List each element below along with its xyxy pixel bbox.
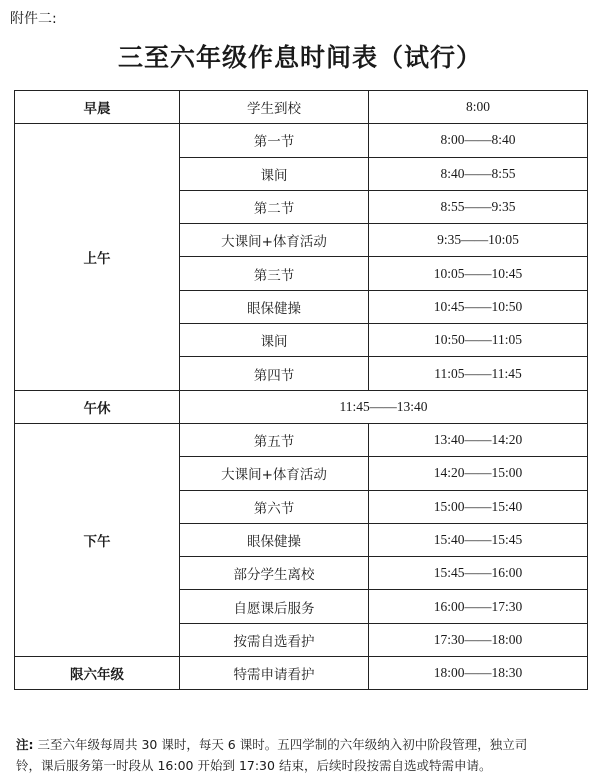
time-cell: 10:50——11:05	[369, 324, 588, 357]
time-cell: 8:00	[369, 91, 588, 124]
activity-cell: 按需自选看护	[180, 623, 369, 656]
activity-cell: 课间	[180, 324, 369, 357]
period-cell: 限六年级	[15, 657, 180, 690]
activity-cell: 第四节	[180, 357, 369, 390]
schedule-table	[14, 90, 588, 690]
time-cell: 11:05——11:45	[369, 357, 588, 390]
activity-cell: 第三节	[180, 257, 369, 290]
page-title: 三至六年级作息时间表（试行）	[117, 43, 482, 72]
time-cell: 8:00——8:40	[369, 124, 588, 157]
period-cell: 早晨	[15, 91, 180, 124]
time-cell: 14:20——15:00	[369, 457, 588, 490]
activity-cell: 第六节	[180, 490, 369, 523]
activity-cell: 第一节	[180, 124, 369, 157]
activity-cell: 特需申请看护	[180, 657, 369, 690]
period-cell: 上午	[15, 124, 180, 390]
time-cell: 10:05——10:45	[369, 257, 588, 290]
attachment-label: 附件二:	[10, 11, 57, 27]
activity-cell: 第二节	[180, 190, 369, 223]
footnote	[16, 734, 586, 776]
time-cell: 15:45——16:00	[369, 557, 588, 590]
table-row	[15, 423, 588, 456]
footnote-line-1	[16, 734, 586, 755]
time-cell: 15:40——15:45	[369, 523, 588, 556]
activity-cell: 部分学生离校	[180, 557, 369, 590]
time-cell: 15:00——15:40	[369, 490, 588, 523]
time-cell: 10:45——10:50	[369, 290, 588, 323]
time-cell: 8:55——9:35	[369, 190, 588, 223]
activity-cell: 自愿课后服务	[180, 590, 369, 623]
table-row	[15, 390, 588, 423]
time-cell: 16:00——17:30	[369, 590, 588, 623]
footnote-label: 注:	[16, 737, 34, 752]
time-cell: 11:45——13:40	[180, 390, 588, 423]
activity-cell: 学生到校	[180, 91, 369, 124]
time-cell: 8:40——8:55	[369, 157, 588, 190]
time-cell: 13:40——14:20	[369, 423, 588, 456]
activity-cell: 眼保健操	[180, 290, 369, 323]
footnote-line-2: 铃，课后服务第一时段从 16:00 开始到 17:30 结束，后续时段按需自选或特需申请。	[16, 758, 492, 773]
activity-cell: 大课间+体育活动	[180, 224, 369, 257]
period-cell: 下午	[15, 423, 180, 656]
table-row	[15, 124, 588, 157]
footnote-text-1: 三至六年级每周共 30 课时，每天 6 课时。五四学制的六年级纳入初中阶段管理，独立司	[37, 737, 528, 752]
time-cell: 17:30——18:00	[369, 623, 588, 656]
activity-cell: 大课间+体育活动	[180, 457, 369, 490]
activity-cell: 眼保健操	[180, 523, 369, 556]
table-row	[15, 91, 588, 124]
activity-cell: 课间	[180, 157, 369, 190]
activity-cell: 第五节	[180, 423, 369, 456]
period-cell: 午休	[15, 390, 180, 423]
time-cell: 18:00——18:30	[369, 657, 588, 690]
time-cell: 9:35——10:05	[369, 224, 588, 257]
table-row	[15, 657, 588, 690]
